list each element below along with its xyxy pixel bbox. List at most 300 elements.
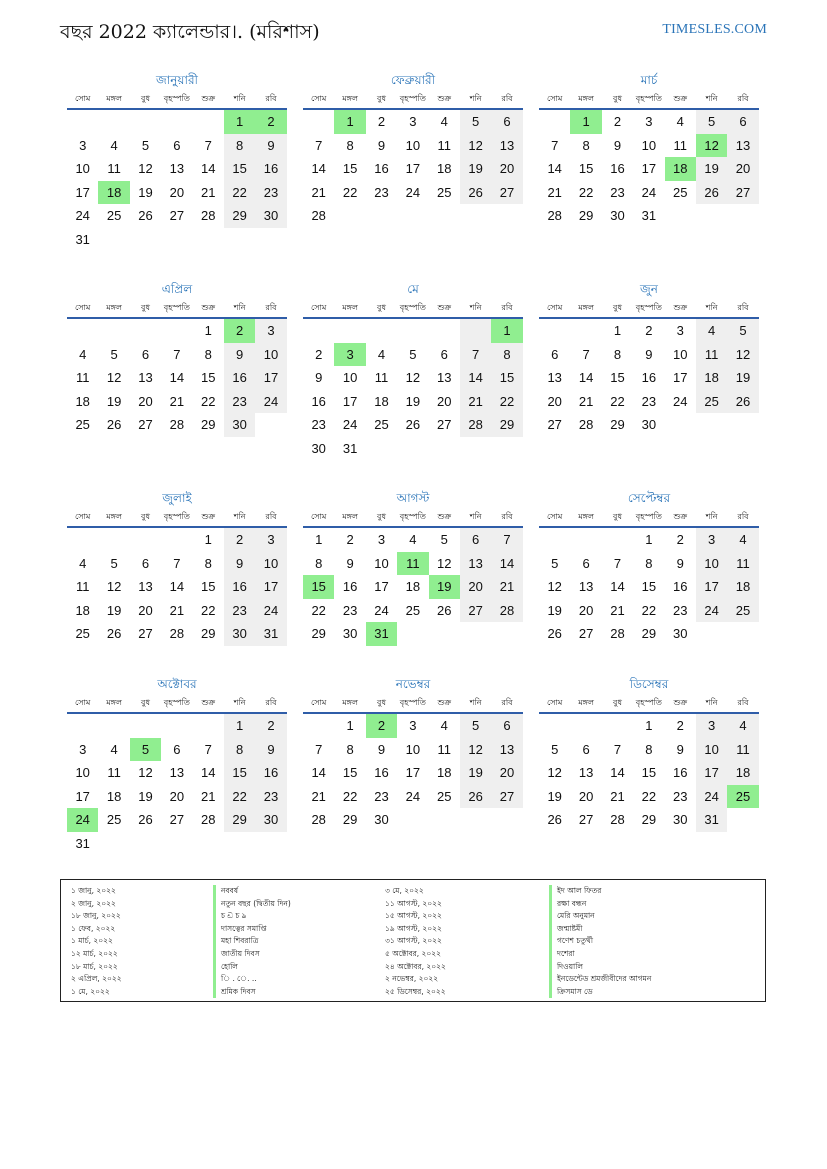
day-cell[interactable]: 19 <box>727 366 758 390</box>
day-cell[interactable]: 30 <box>255 204 286 228</box>
day-cell[interactable]: 21 <box>460 390 491 414</box>
day-cell[interactable]: 25 <box>374 417 389 432</box>
day-cell[interactable]: 13 <box>169 161 185 176</box>
day-cell[interactable]: 4 <box>409 532 417 547</box>
day-cell[interactable]: 11 <box>374 370 389 385</box>
day-cell[interactable]: 4 <box>110 137 118 153</box>
day-cell[interactable]: 26 <box>547 626 562 641</box>
day-cell[interactable]: 24 <box>405 788 421 804</box>
day-cell[interactable]: 5 <box>696 110 727 134</box>
day-cell[interactable]: 31 <box>641 208 657 223</box>
day-cell[interactable]: 28 <box>311 812 326 827</box>
day-cell[interactable]: 17 <box>696 761 727 785</box>
day-cell[interactable]: 23 <box>673 788 688 804</box>
day-cell[interactable]: 16 <box>610 161 625 176</box>
day-cell[interactable]: 21 <box>547 184 562 200</box>
day-cell[interactable]: 29 <box>224 204 255 228</box>
day-cell[interactable]: 9 <box>346 555 354 571</box>
day-cell[interactable]: 2 <box>676 532 684 547</box>
day-cell[interactable]: 6 <box>582 555 590 571</box>
day-cell[interactable]: 19 <box>405 393 421 409</box>
day-cell[interactable]: 23 <box>255 785 286 809</box>
day-cell[interactable]: 31 <box>75 231 90 247</box>
day-cell[interactable]: 8 <box>346 137 354 153</box>
day-cell[interactable]: 6 <box>440 346 448 362</box>
day-cell[interactable]: 13 <box>491 134 522 158</box>
day-cell[interactable]: 3 <box>409 114 417 129</box>
day-cell[interactable]: 14 <box>311 161 326 176</box>
day-cell[interactable]: 5 <box>110 346 118 362</box>
day-cell[interactable]: 11 <box>727 552 758 576</box>
day-cell[interactable]: 3 <box>255 319 286 343</box>
day-cell[interactable]: 29 <box>641 812 657 827</box>
day-cell[interactable]: 23 <box>610 184 625 200</box>
day-cell[interactable]: 14 <box>311 765 326 780</box>
day-cell[interactable]: 25 <box>673 184 688 200</box>
day-cell[interactable]: 17 <box>673 370 688 385</box>
day-cell[interactable]: 3 <box>645 114 653 129</box>
day-cell[interactable]: 14 <box>169 370 185 385</box>
day-cell[interactable]: 13 <box>169 765 185 780</box>
day-cell[interactable]: 24 <box>673 393 688 409</box>
day-cell[interactable]: 26 <box>138 208 153 223</box>
day-cell[interactable]: 15 <box>201 370 216 385</box>
day-cell[interactable]: 18 <box>374 393 389 409</box>
day-cell[interactable]: 10 <box>641 137 657 153</box>
day-cell[interactable]: 12 <box>547 579 562 594</box>
day-cell[interactable]: 27 <box>491 785 522 809</box>
day-cell[interactable]: 26 <box>106 626 122 641</box>
day-cell[interactable]: 16 <box>255 761 286 785</box>
day-cell[interactable]: 21 <box>169 602 185 618</box>
day-cell[interactable]: 28 <box>169 626 185 641</box>
day-cell[interactable]: 20 <box>547 393 562 409</box>
day-cell[interactable]: 7 <box>315 137 323 153</box>
day-cell[interactable]: 23 <box>374 184 389 200</box>
day-cell[interactable]: 14 <box>547 161 562 176</box>
day-cell[interactable]: 2 <box>366 714 397 738</box>
day-cell[interactable]: 18 <box>75 602 90 618</box>
day-cell[interactable]: 8 <box>491 343 522 367</box>
day-cell[interactable]: 15 <box>578 161 594 176</box>
day-cell[interactable]: 18 <box>665 157 696 181</box>
day-cell[interactable]: 5 <box>460 110 491 134</box>
day-cell[interactable]: 22 <box>342 788 358 804</box>
day-cell[interactable]: 28 <box>578 417 594 432</box>
day-cell[interactable]: 28 <box>201 208 216 223</box>
day-cell[interactable]: 13 <box>138 370 153 385</box>
day-cell[interactable]: 2 <box>224 319 255 343</box>
day-cell[interactable]: 8 <box>224 738 255 762</box>
day-cell[interactable]: 21 <box>311 184 326 200</box>
day-cell[interactable]: 27 <box>578 812 594 827</box>
day-cell[interactable]: 20 <box>578 602 594 618</box>
day-cell[interactable]: 10 <box>374 555 389 571</box>
day-cell[interactable]: 10 <box>405 137 421 153</box>
day-cell[interactable]: 19 <box>106 602 122 618</box>
day-cell[interactable]: 8 <box>613 346 622 362</box>
day-cell[interactable]: 1 <box>204 323 212 338</box>
day-cell[interactable]: 12 <box>460 134 491 158</box>
day-cell[interactable]: 10 <box>673 346 688 362</box>
day-cell[interactable]: 4 <box>696 319 727 343</box>
day-cell[interactable]: 7 <box>315 741 323 757</box>
day-cell[interactable]: 20 <box>138 393 153 409</box>
day-cell[interactable]: 15 <box>224 761 255 785</box>
day-cell[interactable]: 12 <box>106 370 122 385</box>
day-cell[interactable]: 1 <box>491 319 522 343</box>
day-cell[interactable]: 18 <box>696 366 727 390</box>
day-cell[interactable]: 1 <box>224 110 255 134</box>
day-cell[interactable]: 25 <box>106 208 122 223</box>
day-cell[interactable]: 9 <box>676 741 684 757</box>
day-cell[interactable]: 31 <box>255 622 286 646</box>
day-cell[interactable]: 22 <box>578 184 594 200</box>
day-cell[interactable]: 11 <box>107 765 121 780</box>
day-cell[interactable]: 27 <box>547 417 562 432</box>
day-cell[interactable]: 22 <box>201 602 216 618</box>
day-cell[interactable]: 7 <box>613 555 622 571</box>
day-cell[interactable]: 24 <box>696 599 727 623</box>
day-cell[interactable]: 6 <box>141 555 150 571</box>
day-cell[interactable]: 21 <box>578 393 594 409</box>
day-cell[interactable]: 30 <box>673 626 688 641</box>
day-cell[interactable]: 2 <box>255 714 286 738</box>
day-cell[interactable]: 27 <box>727 181 758 205</box>
day-cell[interactable]: 17 <box>75 788 90 804</box>
day-cell[interactable]: 25 <box>106 812 122 827</box>
day-cell[interactable]: 28 <box>610 626 625 641</box>
day-cell[interactable]: 3 <box>79 741 87 757</box>
day-cell[interactable]: 30 <box>641 417 657 432</box>
day-cell[interactable]: 28 <box>491 599 522 623</box>
day-cell[interactable]: 20 <box>138 602 153 618</box>
day-cell[interactable]: 19 <box>138 788 153 804</box>
day-cell[interactable]: 5 <box>551 555 559 571</box>
day-cell[interactable]: 16 <box>673 765 688 780</box>
day-cell[interactable]: 25 <box>727 599 758 623</box>
day-cell[interactable]: 19 <box>460 761 491 785</box>
day-cell[interactable]: 15 <box>342 765 358 780</box>
day-cell[interactable]: 11 <box>727 738 758 762</box>
day-cell[interactable]: 26 <box>696 181 727 205</box>
day-cell[interactable]: 1 <box>315 532 323 547</box>
day-cell[interactable]: 5 <box>409 346 417 362</box>
day-cell[interactable]: 20 <box>169 184 185 200</box>
day-cell[interactable]: 4 <box>79 346 87 362</box>
day-cell[interactable]: 7 <box>551 137 559 153</box>
day-cell[interactable]: 15 <box>610 370 625 385</box>
day-cell[interactable]: 9 <box>377 741 386 757</box>
day-cell[interactable]: 11 <box>437 741 451 757</box>
day-cell[interactable]: 2 <box>613 114 622 129</box>
day-cell[interactable]: 14 <box>491 552 522 576</box>
day-cell[interactable]: 15 <box>641 579 657 594</box>
day-cell[interactable]: 2 <box>645 323 653 338</box>
day-cell[interactable]: 3 <box>696 714 727 738</box>
day-cell[interactable]: 31 <box>366 622 397 646</box>
day-cell[interactable]: 19 <box>460 157 491 181</box>
day-cell[interactable]: 3 <box>409 718 417 733</box>
day-cell[interactable]: 9 <box>645 346 653 362</box>
day-cell[interactable]: 10 <box>342 370 358 385</box>
day-cell[interactable]: 16 <box>673 579 688 594</box>
day-cell[interactable]: 20 <box>169 788 185 804</box>
day-cell[interactable]: 10 <box>255 552 286 576</box>
day-cell[interactable]: 2 <box>346 532 354 547</box>
day-cell[interactable]: 7 <box>173 555 181 571</box>
day-cell[interactable]: 9 <box>255 738 286 762</box>
day-cell[interactable]: 6 <box>173 137 181 153</box>
day-cell[interactable]: 2 <box>255 110 286 134</box>
day-cell[interactable]: 16 <box>224 575 255 599</box>
day-cell[interactable]: 3 <box>79 137 87 153</box>
day-cell[interactable]: 28 <box>201 812 216 827</box>
day-cell[interactable]: 27 <box>437 417 452 432</box>
day-cell[interactable]: 12 <box>696 134 727 158</box>
day-cell[interactable]: 24 <box>342 417 358 432</box>
day-cell[interactable]: 19 <box>138 184 153 200</box>
day-cell[interactable]: 26 <box>106 417 122 432</box>
day-cell[interactable]: 11 <box>437 137 451 153</box>
day-cell[interactable]: 22 <box>224 181 255 205</box>
day-cell[interactable]: 29 <box>224 808 255 832</box>
day-cell[interactable]: 29 <box>201 417 216 432</box>
day-cell[interactable]: 2 <box>377 114 386 129</box>
day-cell[interactable]: 7 <box>491 528 522 552</box>
day-cell[interactable]: 30 <box>342 626 358 641</box>
day-cell[interactable]: 13 <box>578 579 594 594</box>
day-cell[interactable]: 16 <box>374 161 389 176</box>
day-cell[interactable]: 23 <box>224 390 255 414</box>
day-cell[interactable]: 24 <box>696 785 727 809</box>
day-cell[interactable]: 28 <box>169 417 185 432</box>
day-cell[interactable]: 14 <box>610 579 625 594</box>
day-cell[interactable]: 20 <box>491 761 522 785</box>
day-cell[interactable]: 21 <box>610 602 625 618</box>
day-cell[interactable]: 7 <box>204 741 212 757</box>
day-cell[interactable]: 23 <box>673 602 688 618</box>
day-cell[interactable]: 29 <box>342 812 358 827</box>
day-cell[interactable]: 30 <box>224 622 255 646</box>
day-cell[interactable]: 24 <box>75 208 90 223</box>
day-cell[interactable]: 7 <box>582 346 590 362</box>
day-cell[interactable]: 30 <box>610 208 625 223</box>
day-cell[interactable]: 6 <box>582 741 590 757</box>
day-cell[interactable]: 10 <box>75 161 90 176</box>
day-cell[interactable]: 4 <box>727 528 758 552</box>
day-cell[interactable]: 8 <box>315 555 323 571</box>
day-cell[interactable]: 13 <box>491 738 522 762</box>
day-cell[interactable]: 20 <box>437 393 452 409</box>
day-cell[interactable]: 5 <box>551 741 559 757</box>
day-cell[interactable]: 14 <box>169 579 185 594</box>
day-cell[interactable]: 14 <box>610 765 625 780</box>
day-cell[interactable]: 6 <box>460 528 491 552</box>
day-cell[interactable]: 17 <box>75 184 90 200</box>
day-cell[interactable]: 15 <box>491 366 522 390</box>
day-cell[interactable]: 19 <box>547 788 562 804</box>
day-cell[interactable]: 29 <box>578 208 594 223</box>
day-cell[interactable]: 16 <box>342 579 358 594</box>
day-cell[interactable]: 17 <box>405 161 421 176</box>
day-cell[interactable]: 22 <box>342 184 358 200</box>
day-cell[interactable]: 14 <box>460 366 491 390</box>
day-cell[interactable]: 26 <box>460 785 491 809</box>
day-cell[interactable]: 16 <box>255 157 286 181</box>
day-cell[interactable]: 8 <box>224 134 255 158</box>
day-cell[interactable]: 28 <box>610 812 625 827</box>
day-cell[interactable]: 24 <box>641 184 657 200</box>
day-cell[interactable]: 22 <box>641 788 657 804</box>
day-cell[interactable]: 26 <box>437 602 452 618</box>
day-cell[interactable]: 6 <box>551 346 559 362</box>
day-cell[interactable]: 11 <box>75 579 90 594</box>
day-cell[interactable]: 27 <box>491 181 522 205</box>
day-cell[interactable]: 19 <box>696 157 727 181</box>
day-cell[interactable]: 29 <box>201 626 216 641</box>
day-cell[interactable]: 9 <box>224 343 255 367</box>
day-cell[interactable]: 15 <box>224 157 255 181</box>
day-cell[interactable]: 7 <box>204 137 212 153</box>
day-cell[interactable]: 19 <box>547 602 562 618</box>
day-cell[interactable]: 7 <box>173 346 181 362</box>
day-cell[interactable]: 18 <box>437 765 452 780</box>
day-cell[interactable]: 20 <box>460 575 491 599</box>
day-cell[interactable]: 14 <box>201 765 216 780</box>
day-cell[interactable]: 11 <box>107 161 121 176</box>
day-cell[interactable]: 6 <box>491 110 522 134</box>
day-cell[interactable]: 13 <box>437 370 452 385</box>
day-cell[interactable]: 30 <box>255 808 286 832</box>
day-cell[interactable]: 15 <box>201 579 216 594</box>
day-cell[interactable]: 1 <box>346 718 354 733</box>
day-cell[interactable]: 21 <box>491 575 522 599</box>
day-cell[interactable]: 11 <box>75 370 90 385</box>
day-cell[interactable]: 4 <box>110 741 118 757</box>
day-cell[interactable]: 23 <box>342 602 358 618</box>
day-cell[interactable]: 17 <box>255 575 286 599</box>
day-cell[interactable]: 20 <box>578 788 594 804</box>
day-cell[interactable]: 16 <box>374 765 389 780</box>
day-cell[interactable]: 12 <box>460 738 491 762</box>
day-cell[interactable]: 8 <box>204 555 212 571</box>
day-cell[interactable]: 4 <box>440 114 448 129</box>
day-cell[interactable]: 5 <box>110 555 118 571</box>
day-cell[interactable]: 13 <box>547 370 562 385</box>
day-cell[interactable]: 12 <box>405 370 421 385</box>
day-cell[interactable]: 1 <box>224 714 255 738</box>
day-cell[interactable]: 11 <box>696 343 727 367</box>
day-cell[interactable]: 31 <box>75 835 90 851</box>
day-cell[interactable]: 6 <box>491 714 522 738</box>
day-cell[interactable]: 3 <box>696 528 727 552</box>
day-cell[interactable]: 18 <box>727 761 758 785</box>
day-cell[interactable]: 9 <box>377 137 386 153</box>
day-cell[interactable]: 25 <box>437 184 452 200</box>
day-cell[interactable]: 25 <box>405 602 421 618</box>
day-cell[interactable]: 18 <box>727 575 758 599</box>
day-cell[interactable]: 26 <box>460 181 491 205</box>
day-cell[interactable]: 9 <box>676 555 684 571</box>
day-cell[interactable]: 21 <box>169 393 185 409</box>
day-cell[interactable]: 31 <box>696 808 727 832</box>
day-cell[interactable]: 17 <box>696 575 727 599</box>
day-cell[interactable]: 13 <box>460 552 491 576</box>
day-cell[interactable]: 26 <box>727 390 758 414</box>
day-cell[interactable]: 30 <box>673 812 688 827</box>
day-cell[interactable]: 25 <box>75 417 90 432</box>
day-cell[interactable]: 4 <box>79 555 87 571</box>
day-cell[interactable]: 25 <box>75 626 90 641</box>
day-cell[interactable]: 22 <box>201 393 216 409</box>
day-cell[interactable]: 29 <box>641 626 657 641</box>
day-cell[interactable]: 7 <box>460 343 491 367</box>
day-cell[interactable]: 22 <box>224 785 255 809</box>
day-cell[interactable]: 15 <box>641 765 657 780</box>
day-cell[interactable]: 24 <box>255 390 286 414</box>
day-cell[interactable]: 24 <box>405 184 421 200</box>
day-cell[interactable]: 13 <box>727 134 758 158</box>
day-cell[interactable]: 4 <box>440 718 448 733</box>
day-cell[interactable]: 22 <box>641 602 657 618</box>
day-cell[interactable]: 13 <box>138 579 153 594</box>
day-cell[interactable]: 25 <box>437 788 452 804</box>
day-cell[interactable]: 4 <box>676 114 684 129</box>
day-cell[interactable]: 23 <box>374 788 389 804</box>
day-cell[interactable]: 5 <box>460 714 491 738</box>
day-cell[interactable]: 10 <box>255 343 286 367</box>
day-cell[interactable]: 2 <box>676 718 684 733</box>
day-cell[interactable]: 19 <box>106 393 122 409</box>
day-cell[interactable]: 21 <box>201 788 216 804</box>
day-cell[interactable]: 13 <box>578 765 594 780</box>
day-cell[interactable]: 30 <box>224 413 255 437</box>
day-cell[interactable]: 14 <box>201 161 216 176</box>
day-cell[interactable]: 31 <box>342 440 358 456</box>
day-cell[interactable]: 28 <box>547 208 562 223</box>
day-cell[interactable]: 29 <box>311 626 326 641</box>
day-cell[interactable]: 18 <box>98 181 129 205</box>
day-cell[interactable]: 24 <box>255 599 286 623</box>
day-cell[interactable]: 2 <box>224 528 255 552</box>
day-cell[interactable]: 3 <box>334 343 365 367</box>
day-cell[interactable]: 7 <box>613 741 622 757</box>
day-cell[interactable]: 29 <box>610 417 625 432</box>
day-cell[interactable]: 9 <box>613 137 622 153</box>
day-cell[interactable]: 23 <box>255 181 286 205</box>
day-cell[interactable]: 10 <box>696 552 727 576</box>
day-cell[interactable]: 10 <box>405 741 421 757</box>
day-cell[interactable]: 12 <box>106 579 122 594</box>
day-cell[interactable]: 30 <box>374 812 389 827</box>
day-cell[interactable]: 26 <box>138 812 153 827</box>
day-cell[interactable]: 24 <box>67 808 98 832</box>
day-cell[interactable]: 9 <box>315 370 323 385</box>
day-cell[interactable]: 16 <box>311 393 326 409</box>
day-cell[interactable]: 28 <box>311 208 326 223</box>
day-cell[interactable]: 25 <box>696 390 727 414</box>
day-cell[interactable]: 12 <box>138 765 153 780</box>
day-cell[interactable]: 18 <box>75 393 90 409</box>
day-cell[interactable]: 12 <box>138 161 153 176</box>
day-cell[interactable]: 1 <box>334 110 365 134</box>
day-cell[interactable]: 23 <box>641 393 657 409</box>
day-cell[interactable]: 18 <box>437 161 452 176</box>
day-cell[interactable]: 26 <box>405 417 421 432</box>
day-cell[interactable]: 17 <box>342 393 358 409</box>
day-cell[interactable]: 27 <box>138 417 153 432</box>
